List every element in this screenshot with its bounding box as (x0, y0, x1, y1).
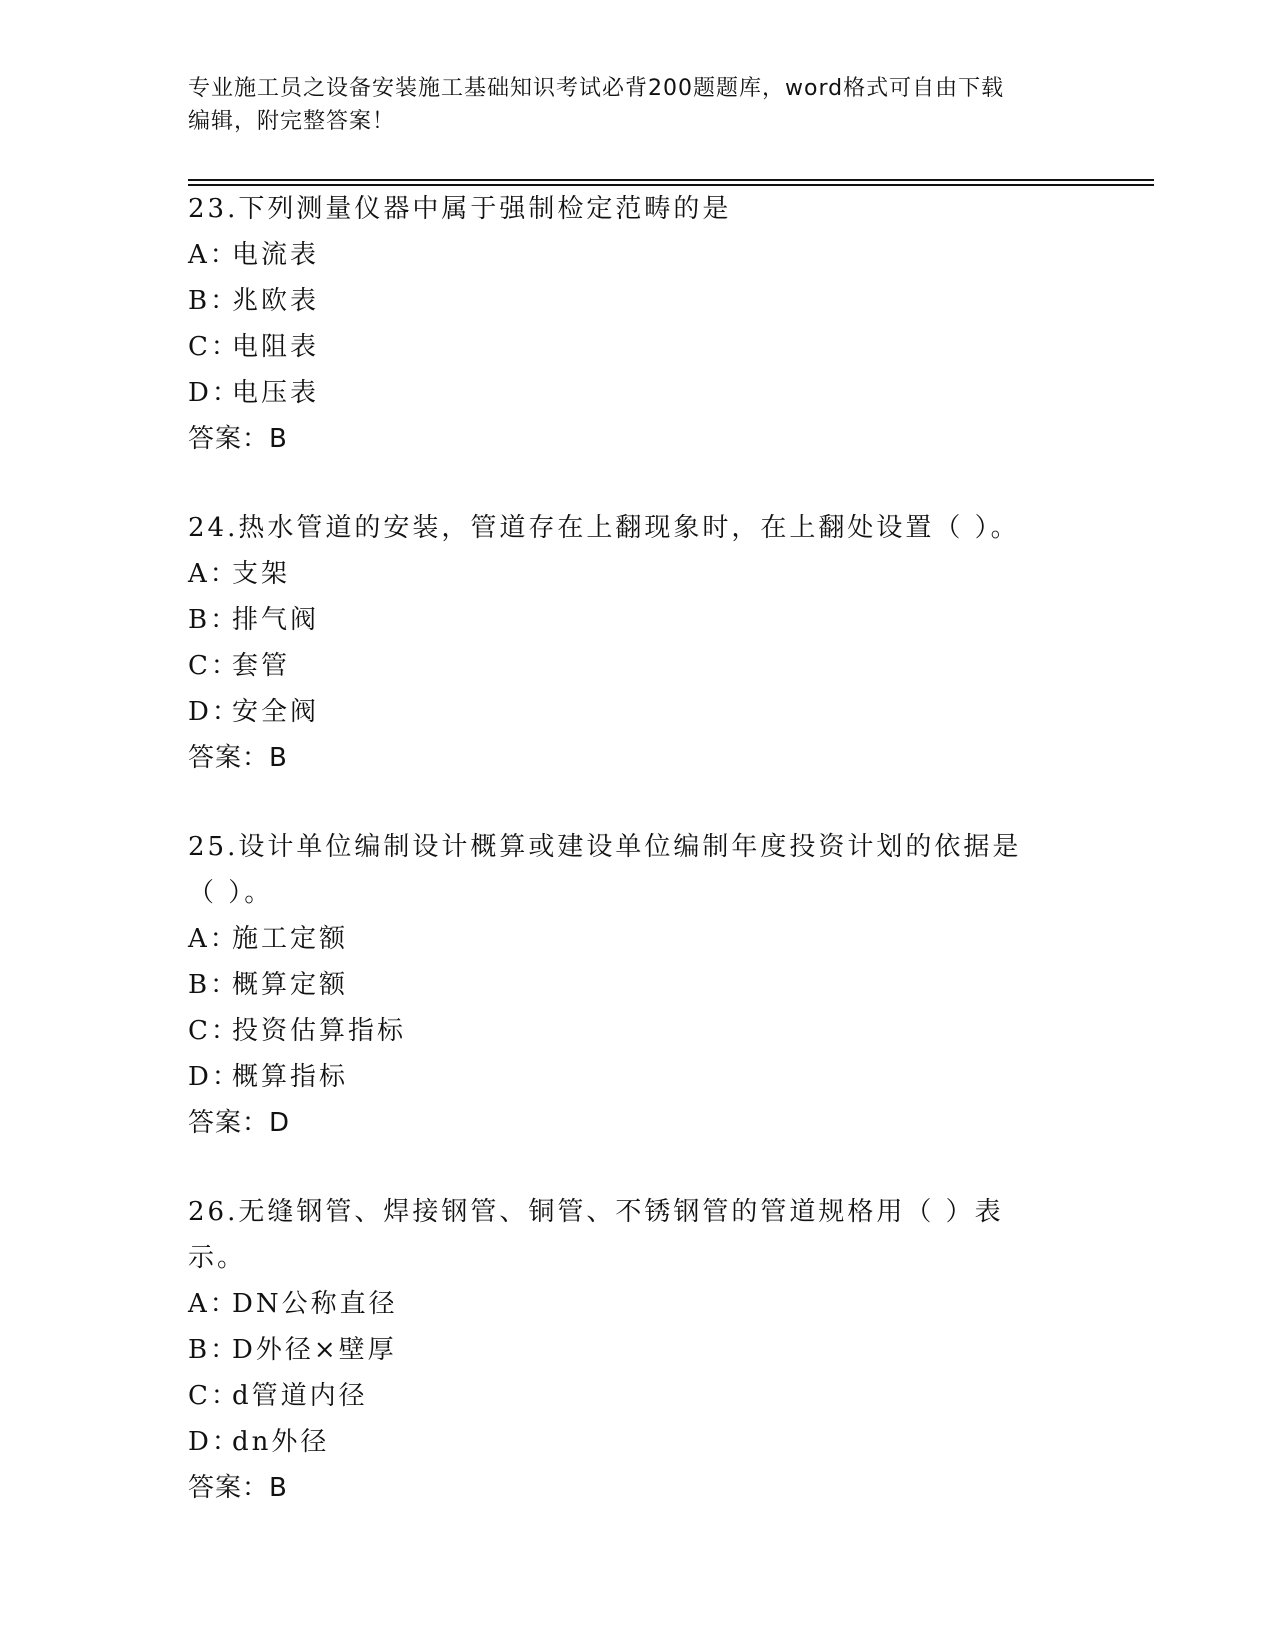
option-text: 电阻表 (232, 332, 320, 362)
option-text: D外径×壁厚 (232, 1335, 397, 1365)
option-text: DN公称直径 (232, 1289, 398, 1319)
option-a (188, 551, 1088, 597)
option-key: C： (188, 651, 240, 681)
option-c (188, 324, 1088, 370)
option-text: dn外径 (232, 1427, 330, 1457)
option-text: 套管 (232, 651, 291, 681)
option-text: 概算指标 (232, 1062, 349, 1092)
option-key: A： (188, 924, 239, 954)
option-key: C： (188, 1016, 240, 1046)
header-line-2: 编辑，附完整答案！ (188, 109, 396, 134)
option-text: 投资估算指标 (232, 1016, 407, 1046)
option-text: 排气阀 (232, 605, 320, 635)
answer-label: 答案：B (188, 1473, 288, 1503)
option-text: 施工定额 (232, 924, 349, 954)
option-key: C： (188, 332, 240, 362)
option-key: B： (188, 1335, 240, 1365)
question-25 (188, 824, 1088, 1146)
option-b (188, 597, 1088, 643)
option-key: A： (188, 240, 239, 270)
option-d (188, 689, 1088, 735)
option-key: B： (188, 286, 240, 316)
question-text: 24.热水管道的安装，管道存在上翻现象时，在上翻处设置（ ）。 (188, 513, 1020, 543)
option-key: D： (188, 1062, 241, 1092)
option-text: d管道内径 (232, 1381, 368, 1411)
option-key: A： (188, 1289, 239, 1319)
question-text: 26.无缝钢管、焊接钢管、铜管、不锈钢管的管道规格用（ ）表示。 (188, 1197, 1004, 1273)
answer-label: 答案：B (188, 743, 288, 773)
option-a (188, 916, 1088, 962)
question-26 (188, 1189, 1088, 1511)
option-text: 概算定额 (232, 970, 349, 1000)
answer-label: 答案：D (188, 1108, 291, 1138)
option-d (188, 370, 1088, 416)
option-a (188, 232, 1088, 278)
question-list (188, 186, 1088, 1554)
option-a (188, 1281, 1088, 1327)
option-text: 电压表 (232, 378, 320, 408)
option-text: 兆欧表 (232, 286, 320, 316)
option-key: D： (188, 697, 241, 727)
question-24 (188, 505, 1088, 781)
option-text: 安全阀 (232, 697, 320, 727)
option-b (188, 1327, 1088, 1373)
option-c (188, 1008, 1088, 1054)
question-text: 25.设计单位编制设计概算或建设单位编制年度投资计划的依据是（ ）。 (188, 832, 1022, 908)
option-b (188, 962, 1088, 1008)
option-key: D： (188, 378, 241, 408)
option-text: 电流表 (232, 240, 320, 270)
question-text: 23.下列测量仪器中属于强制检定范畴的是 (188, 194, 732, 224)
option-d (188, 1419, 1088, 1465)
option-c (188, 643, 1088, 689)
header-divider-top (188, 179, 1154, 181)
document-header (188, 72, 1068, 138)
option-d (188, 1054, 1088, 1100)
option-key: B： (188, 605, 240, 635)
option-text: 支架 (232, 559, 291, 589)
answer-label: 答案：B (188, 424, 288, 454)
option-c (188, 1373, 1088, 1419)
option-key: D： (188, 1427, 241, 1457)
option-b (188, 278, 1088, 324)
option-key: B： (188, 970, 240, 1000)
header-line-1: 专业施工员之设备安装施工基础知识考试必背200题题库，word格式可自由下载 (188, 76, 1005, 101)
option-key: C： (188, 1381, 240, 1411)
option-key: A： (188, 559, 239, 589)
question-23 (188, 186, 1088, 462)
